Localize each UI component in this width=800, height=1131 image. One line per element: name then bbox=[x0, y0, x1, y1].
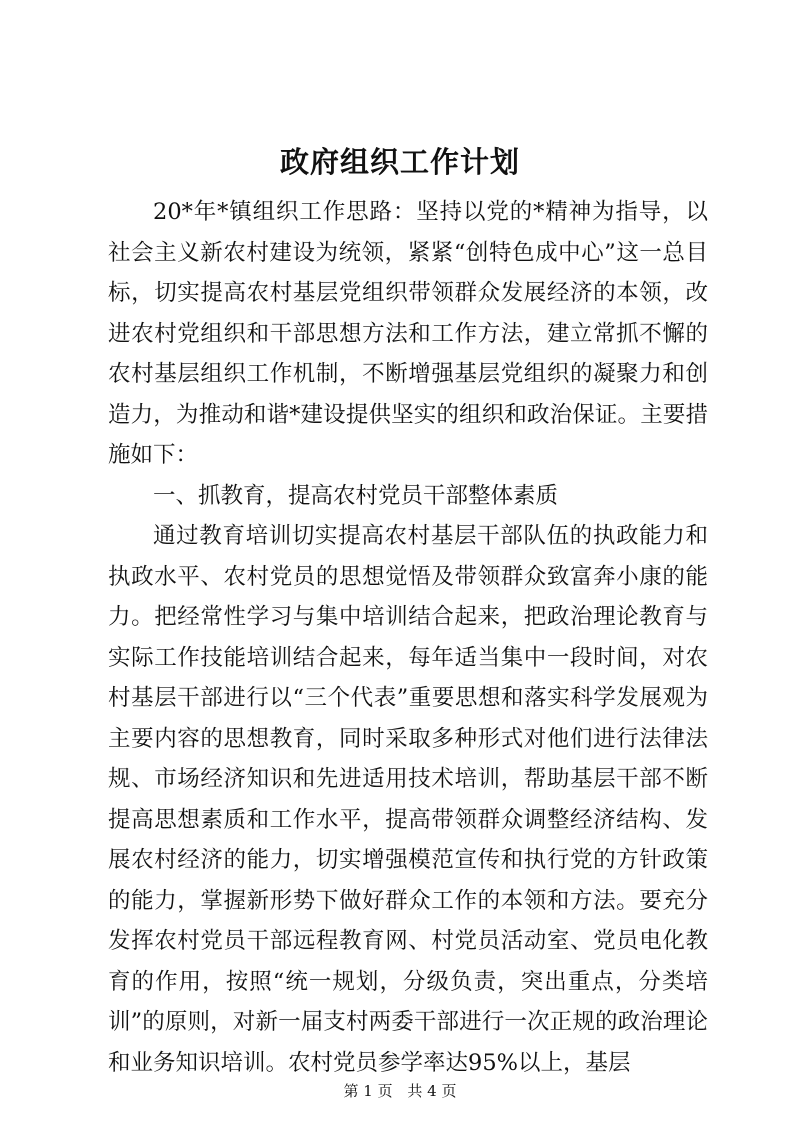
page-footer bbox=[0, 1081, 800, 1101]
document-body bbox=[108, 192, 708, 1083]
paragraph-education: 通过教育培训切实提高农村基层干部队伍的执政能力和执政水平、农村党员的思想觉悟及带领群众致富奔小康的能力。把经常性学习与集中培训结合起来，把政治理论教育与实际工作技能培训结合起来，每年适当集中一段时间，对农村基层干部进行以“三个代表”重要思想和落实科学发展观为主要内容的思想教育，同时采取多种形式对他们进行法律法规、市场经济知识和先进适用技术培训，帮助基层干部不断提高思想素质和工作水平，提高带领群众调整经济结构、发展农村经济的能力，切实增强模范宣传和执行党的方针政策的能力，掌握新形势下做好群众工作的本领和方法。要充分发挥农村党员干部远程教育网、村党员活动室、党员电化教育的作用，按照“统一规划，分级负责，突出重点，分类培训”的原则，对新一届支村两委干部进行一次正规的政治理论和业务知识培训。农村党员参学率达95%以上，基层 bbox=[108, 523, 708, 1076]
page-number: 第 1 页 bbox=[343, 1082, 393, 1100]
section-heading: 一、抓教育，提高农村党员干部整体素质 bbox=[153, 482, 559, 509]
paragraph-intro: 20*年*镇组织工作思路：坚持以党的*精神为指导，以社会主义新农村建设为统领，紧紧“创特色成中心”这一总目标，切实提高农村基层党组织带领群众发展经济的本领，改进农村党组织和干部思想方法和工作方法，建立常抓不懈的农村基层组织工作机制，不断增强基层党组织的凝聚力和创造力，为推动和谐*建设提供坚实的组织和政治保证。主要措施如下： bbox=[108, 199, 708, 468]
page-total: 共 4 页 bbox=[407, 1082, 457, 1100]
document-title: 政府组织工作计划 bbox=[279, 145, 520, 179]
